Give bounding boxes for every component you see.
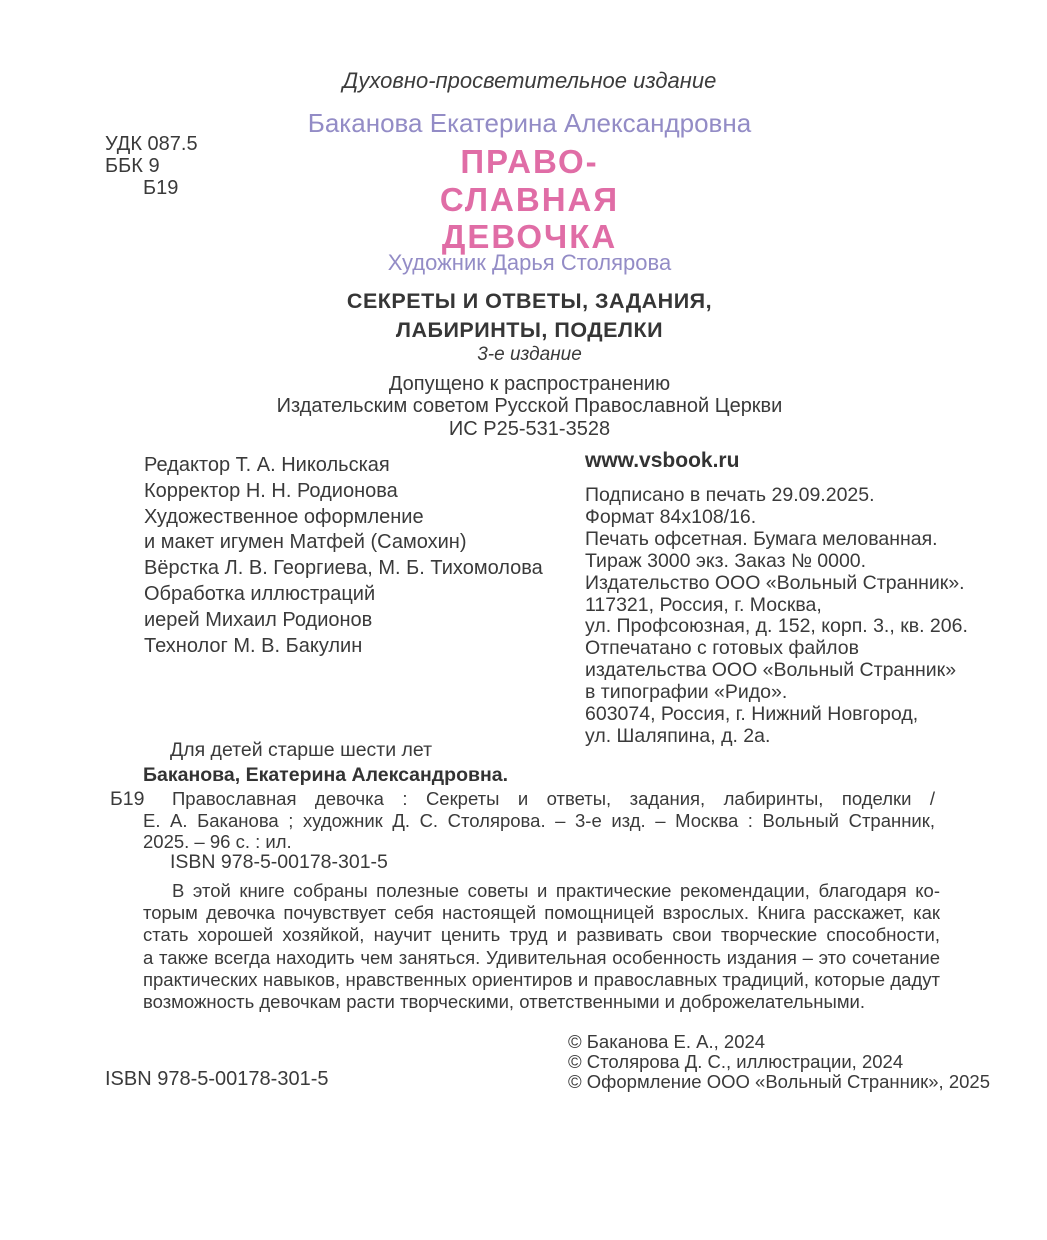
text-line: практических навыков, нравственных ориентиров и православных традиций, которые дадут bbox=[143, 968, 940, 990]
catalog-index: Б19 bbox=[110, 788, 145, 810]
text-line: в типографии «Ридо». bbox=[585, 681, 788, 704]
illustrator-credit: Художник Дарья Столярова bbox=[387, 250, 672, 275]
annotation bbox=[143, 880, 940, 1013]
edition-note: Духовно-просветительное издание bbox=[342, 68, 717, 93]
book-author: Баканова Екатерина Александровна bbox=[307, 108, 752, 138]
age-restriction: Для детей старше шести лет bbox=[170, 739, 433, 761]
text-line: Формат 84х108/16. bbox=[585, 505, 757, 528]
text-line: Печать офсетная. Бумага мелованная. bbox=[585, 527, 938, 550]
text-line: Отпечатано с готовых файлов bbox=[585, 637, 859, 660]
text-line: Издательство ООО «Вольный Странник». bbox=[585, 571, 965, 594]
bbk-code: ББК 9 bbox=[105, 155, 160, 177]
catalog-isbn: ISBN 978-5-00178-301-5 bbox=[170, 851, 388, 873]
text-line: Издательским советом Русской Православной Церкви bbox=[276, 395, 783, 418]
text-line: © Баканова Е. А., 2024 bbox=[568, 1031, 766, 1052]
text-line: ЛАБИРИНТЫ, ПОДЕЛКИ bbox=[395, 317, 664, 342]
text-line: © Оформление ООО «Вольный Странник», 2025 bbox=[568, 1070, 990, 1092]
copyright-notices bbox=[568, 1032, 990, 1091]
book-subtitle bbox=[12, 287, 1047, 344]
staff-credits bbox=[144, 453, 543, 659]
text-line: ПРАВО- bbox=[460, 143, 599, 180]
text-line: стать хорошей хозяйкой, научит ценить труд и развивать свои творческие способности, bbox=[143, 924, 940, 946]
text-line: ул. Шаляпина, д. 2а. bbox=[585, 724, 771, 747]
text-line: 117321, Россия, г. Москва, bbox=[585, 593, 822, 616]
text-line: иерей Михаил Родионов bbox=[144, 608, 373, 631]
text-line: Тираж 3000 экз. Заказ № 0000. bbox=[585, 549, 867, 572]
text-line: возможность девочкам расти творческими, ответственными и доброжелательными. bbox=[143, 991, 866, 1013]
publisher-website: www.vsbook.ru bbox=[585, 449, 740, 472]
text-line: 2025. – 96 с. : ил. bbox=[143, 831, 292, 853]
text-line: Корректор Н. Н. Родионова bbox=[144, 479, 398, 502]
text-line: а также всегда находить чем заняться. Удивительная особенность издания – это сочетание bbox=[143, 946, 940, 968]
edition-number: 3-е издание bbox=[477, 344, 582, 365]
text-line: Вёрстка Л. В. Георгиева, М. Б. Тихомолова bbox=[144, 557, 543, 580]
imprint-details bbox=[585, 485, 968, 748]
text-line: Обработка иллюстраций bbox=[144, 582, 376, 605]
text-line: ИС Р25-531-3528 bbox=[448, 417, 611, 440]
text-line: В этой книге собраны полезные советы и практические рекомендации, благодаря ко- bbox=[172, 880, 940, 901]
isbn-number: ISBN 978-5-00178-301-5 bbox=[105, 1068, 329, 1090]
text-line: Подписано в печать 29.09.2025. bbox=[585, 484, 875, 506]
catalog-author: Баканова, Екатерина Александровна. bbox=[143, 764, 509, 786]
text-line: ДЕВОЧКА bbox=[441, 218, 618, 255]
author-mark-code: Б19 bbox=[143, 177, 179, 199]
text-line: Допущено к распространению bbox=[388, 373, 671, 395]
text-line: © Столярова Д. С., иллюстрации, 2024 bbox=[568, 1050, 904, 1072]
text-line: ул. Профсоюзная, д. 152, корп. 3., кв. 206. bbox=[585, 615, 968, 638]
text-line: Технолог М. В. Бакулин bbox=[144, 634, 363, 657]
text-line: Е. А. Баканова ; художник Д. С. Столярова. – 3-е изд. – Москва : Вольный Странник, bbox=[143, 809, 935, 831]
text-line: издательства ООО «Вольный Странник» bbox=[585, 659, 957, 682]
text-line: СЕКРЕТЫ И ОТВЕТЫ, ЗАДАНИЯ, bbox=[346, 289, 713, 313]
book-title bbox=[12, 143, 1047, 256]
text-line: Православная девочка : Секреты и ответы, задания, лабиринты, поделки / bbox=[172, 788, 935, 809]
text-line: торым девочка почувствует себя настоящей помощницей взрослых. Книга расскажет, как bbox=[143, 902, 940, 924]
udk-code: УДК 087.5 bbox=[105, 133, 198, 155]
catalog-entry bbox=[143, 788, 935, 853]
church-approval bbox=[12, 373, 1047, 440]
text-line: СЛАВНАЯ bbox=[439, 180, 620, 218]
text-line: Художественное оформление bbox=[144, 505, 424, 528]
text-line: Редактор Т. А. Никольская bbox=[144, 454, 390, 476]
text-line: и макет игумен Матфей (Самохин) bbox=[144, 531, 467, 554]
text-line: 603074, Россия, г. Нижний Новгород, bbox=[585, 703, 919, 726]
